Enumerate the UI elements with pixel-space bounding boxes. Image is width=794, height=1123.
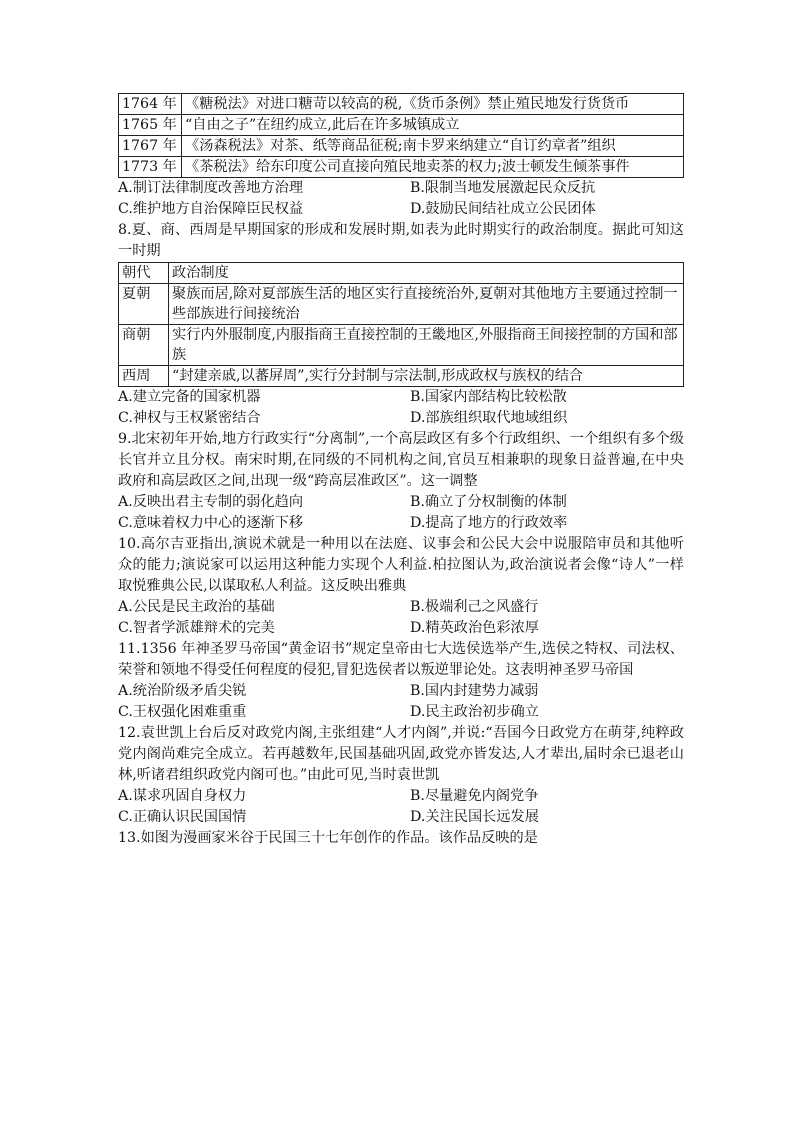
option-b[interactable]: B.确立了分权制衡的体制 <box>410 494 567 510</box>
option-c[interactable]: C.意味着权力中心的逐渐下移 <box>118 515 304 531</box>
table-row <box>119 325 684 366</box>
event-cell: 《茶税法》给东印度公司直接向殖民地卖茶的权力;波士顿发生倾茶事件 <box>182 157 684 178</box>
table-row <box>119 157 684 178</box>
option-c[interactable]: C.维护地方自治保障臣民权益 <box>118 201 304 217</box>
table-row <box>119 366 684 387</box>
q11-stem: 11.1356 年神圣罗马帝国“黄金诏书”规定皇帝由七大选侯选举产生,选侯之特权、司法权、荣誉和领地不得受任何程度的侵犯,冒犯选侯者以叛逆罪论处。这表明神圣罗马帝国 <box>118 641 684 678</box>
q10-stem: 10.高尔吉亚指出,演说术就是一种用以在法庭、议事会和公民大会中说服陪审员和其他听众的能力;演说家可以运用这种能力实现个人利益.柏拉图认为,政治演说者会像“诗人”一样取悦雅典公民,以谋取私人利益。这反映出雅典 <box>118 536 684 594</box>
option-c[interactable]: C.正确认识民国国情 <box>118 809 247 825</box>
option-d[interactable]: D.鼓励民间结社成立公民团体 <box>410 201 596 217</box>
option-a[interactable]: A.建立完备的国家机器 <box>118 389 261 405</box>
dynasty-cell: 商朝 <box>119 325 169 366</box>
q7-options <box>118 178 684 220</box>
option-d[interactable]: D.提高了地方的行政效率 <box>410 515 568 531</box>
option-d[interactable]: D.部族组织取代地域组织 <box>410 410 568 426</box>
q8-stem: 8.夏、商、西周是早期国家的形成和发展时期,如表为此时期实行的政治制度。据此可知这一时期 <box>118 222 684 259</box>
event-cell: 《汤森税法》对茶、纸等商品征税;南卡罗来纳建立“自订约章者”组织 <box>182 136 684 157</box>
option-c[interactable]: C.神权与王权紧密结合 <box>118 410 261 426</box>
q11-options <box>118 681 684 723</box>
year-cell: 1773 年 <box>119 157 182 178</box>
table-row <box>119 115 684 136</box>
table-row <box>119 136 684 157</box>
q9-stem: 9.北宋初年开始,地方行政实行“分离制”,一个高层政区有多个行政组织、一个组织有多个级长官并立且分权。南宋时期,在同级的不同机构之间,官员互相兼职的现象日益普遍,在中央政府和高层政区之间,出现一级“跨高层准政区”。这一调整 <box>118 431 684 489</box>
option-a[interactable]: A.谋求巩固自身权力 <box>118 788 247 804</box>
q12-options <box>118 786 684 828</box>
q10-options <box>118 597 684 639</box>
option-b[interactable]: B.限制当地发展激起民众反抗 <box>410 180 596 196</box>
option-b[interactable]: B.尽量避免内阁党争 <box>410 788 539 804</box>
option-b[interactable]: B.国内封建势力减弱 <box>410 683 539 699</box>
option-b[interactable]: B.国家内部结构比较松散 <box>410 389 567 405</box>
option-d[interactable]: D.民主政治初步确立 <box>410 704 539 720</box>
event-cell: 《糖税法》对进口糖苛以较高的税,《货币条例》禁止殖民地发行货货币 <box>182 94 684 115</box>
header-dynasty: 朝代 <box>119 263 169 284</box>
system-cell: 实行内外服制度,内服指商王直接控制的王畿地区,外服指商王间接控制的方国和部族 <box>169 325 684 366</box>
option-a[interactable]: A.制订法律制度改善地方治理 <box>118 180 304 196</box>
year-cell: 1764 年 <box>119 94 182 115</box>
option-a[interactable]: A.反映出君主专制的弱化趋向 <box>118 494 304 510</box>
option-a[interactable]: A.公民是民主政治的基础 <box>118 599 275 615</box>
dynasty-cell: 西周 <box>119 366 169 387</box>
table-header-row <box>119 263 684 284</box>
q12-stem: 12.袁世凯上台后反对政党内阁,主张组建“人才内阁”,并说:“吾国今日政党方在萌芽,纯粹政党内阁尚难完全成立。若再越数年,民国基础巩固,政党亦皆发达,人才辈出,届时余已退老山林,听诸君组织政党内阁可也。”由此可见,当时袁世凯 <box>118 725 684 783</box>
header-system: 政治制度 <box>169 263 684 284</box>
q9-options <box>118 492 684 534</box>
year-cell: 1767 年 <box>119 136 182 157</box>
events-table <box>118 93 684 178</box>
option-a[interactable]: A.统治阶级矛盾尖锐 <box>118 683 247 699</box>
table-row <box>119 284 684 325</box>
table-row <box>119 94 684 115</box>
system-cell: 聚族而居,除对夏部族生活的地区实行直接统治外,夏朝对其他地方主要通过控制一些部族进行间接统治 <box>169 284 684 325</box>
option-d[interactable]: D.精英政治色彩浓厚 <box>410 620 539 636</box>
system-cell: “封建亲戚,以蕃屏周”,实行分封制与宗法制,形成政权与族权的结合 <box>169 366 684 387</box>
dynasty-table <box>118 262 684 387</box>
dynasty-cell: 夏朝 <box>119 284 169 325</box>
q8-options <box>118 387 684 429</box>
option-c[interactable]: C.王权强化困难重重 <box>118 704 247 720</box>
option-b[interactable]: B.极端利己之风盛行 <box>410 599 539 615</box>
event-cell: “自由之子”在纽约成立,此后在许多城镇成立 <box>182 115 684 136</box>
option-c[interactable]: C.智者学派雄辩术的完美 <box>118 620 275 636</box>
exam-page <box>118 93 684 849</box>
year-cell: 1765 年 <box>119 115 182 136</box>
option-d[interactable]: D.关注民国长远发展 <box>410 809 539 825</box>
q13-stem: 13.如图为漫画家米谷于民国三十七年创作的作品。该作品反映的是 <box>118 830 538 846</box>
